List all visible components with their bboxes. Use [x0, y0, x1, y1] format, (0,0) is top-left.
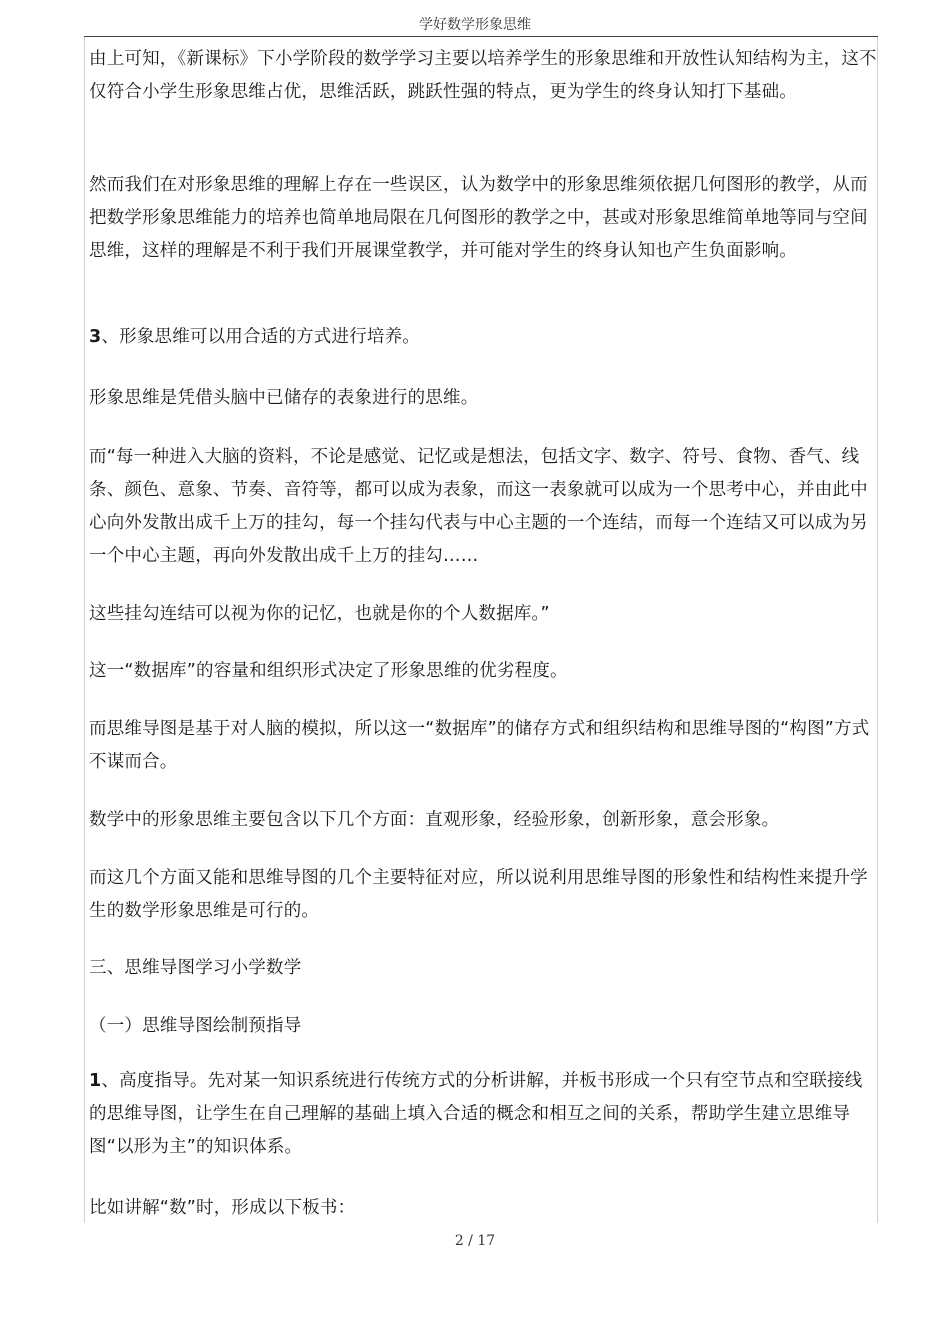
paragraph-point-3	[89, 321, 879, 354]
document-body	[84, 37, 878, 1223]
paragraph-representation-quote: 而“每一种进入大脑的资料，不论是感觉、记忆或是想法，包括文字、数字、符号、食物、香气、线条、颜色、意象、节奏、音符等，都可以成为表象，而这一表象就可以成为一个思考中心，并由此中心向外发散出成千上万的挂勾，每一个挂勾代表与中心主题的一个连结，而每一个连结又可以成为另一个中心主题，再向外发散出成千上万的挂勾……	[89, 447, 868, 566]
page-number: 2 / 17	[454, 1233, 496, 1249]
point-number: 1	[89, 1071, 102, 1091]
paragraph-imagery-aspects: 数学中的形象思维主要包含以下几个方面：直观形象，经验形象，创新形象，意会形象。	[89, 810, 780, 830]
paragraph-database-capacity: 这一“数据库”的容量和组织形式决定了形象思维的优劣程度。	[89, 661, 568, 681]
point-text: 、高度指导。先对某一知识系统进行传统方式的分析讲解，并板书形成一个只有空节点和空联接线的思维导图，让学生在自己理解的基础上填入合适的概念和相互之间的关系，帮助学生建立思维导图“以形为主”的知识体系。	[89, 1071, 863, 1157]
paragraph-imagery-definition: 形象思维是凭借头脑中已储存的表象进行的思维。	[89, 388, 479, 408]
point-number: 3	[89, 327, 102, 347]
paragraph-personal-database: 这些挂勾连结可以视为你的记忆，也就是你的个人数据库。”	[89, 604, 550, 624]
paragraph-mind-map-model: 而思维导图是基于对人脑的模拟，所以这一“数据库”的储存方式和组织结构和思维导图的“构图”方式不谋而合。	[89, 719, 870, 772]
paragraph-new-curriculum-summary: 由上可知，《新课标》下小学阶段的数学学习主要以培养学生的形象思维和开放性认知结构为主，这不仅符合小学生形象思维占优，思维活跃，跳跃性强的特点，更为学生的终身认知打下基础。	[89, 49, 877, 102]
subsection-heading-1: （一）思维导图绘制预指导	[89, 1016, 302, 1036]
page-header-title: 学好数学形象思维	[419, 17, 531, 33]
section-heading-3: 三、思维导图学习小学数学	[89, 958, 302, 978]
paragraph-high-guidance	[89, 1065, 879, 1164]
paragraph-misconceptions: 然而我们在对形象思维的理解上存在一些误区，认为数学中的形象思维须依据几何图形的教学，从而把数学形象思维能力的培养也简单地局限在几何图形的教学之中，甚或对形象思维简单地等同与空间思维，这样的理解是不利于我们开展课堂教学，并可能对学生的终身认知也产生负面影响。	[89, 175, 868, 261]
paragraph-feasibility: 而这几个方面又能和思维导图的几个主要特征对应，所以说利用思维导图的形象性和结构性来提升学生的数学形象思维是可行的。	[89, 868, 868, 921]
point-text: 、形象思维可以用合适的方式进行培养。	[101, 327, 420, 347]
paragraph-example-intro: 比如讲解“数”时，形成以下板书：	[89, 1198, 356, 1218]
